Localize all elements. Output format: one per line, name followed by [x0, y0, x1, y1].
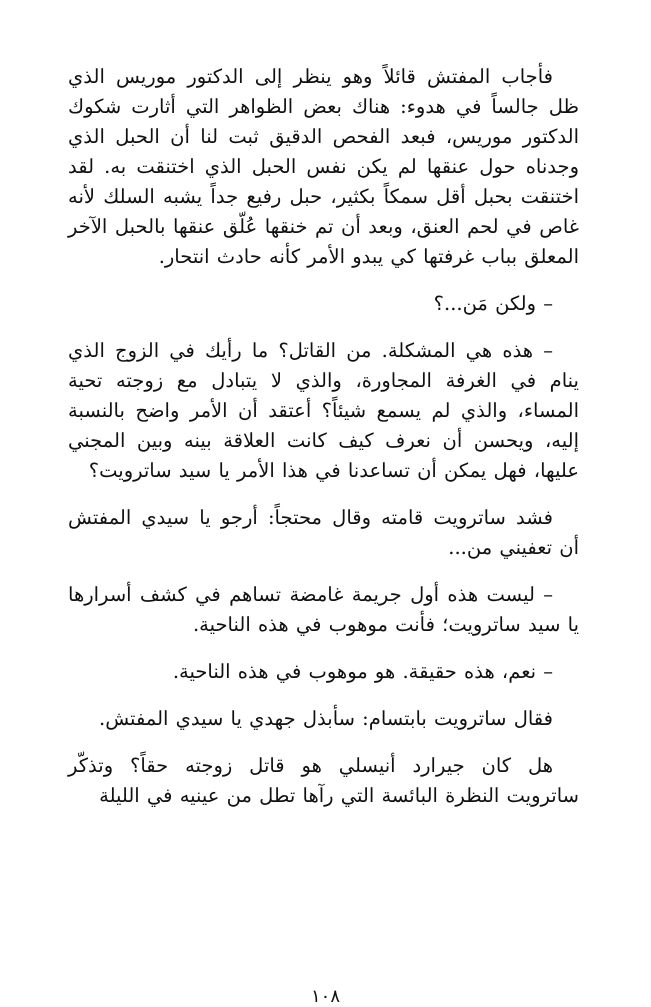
paragraph-gap: [68, 563, 579, 580]
paragraph-not-first-crime: – ليست هذه أول جريمة غامضة تساهم في كشف أسرارها يا سيد ساترويت؛ فأنت موهوب في هذه الناحية.: [68, 583, 579, 636]
page-number: ١٠٨: [310, 986, 340, 1007]
paragraph-gap: [68, 486, 579, 503]
paragraph-satterthwaite-protests: فشد ساترويت قامته وقال محتجاً: أرجو يا سيدي المفتش أن تعفيني من...: [68, 506, 579, 559]
paragraph-was-gerard-killer: هل كان جيرارد أنيسلي هو قاتل زوجته حقاً؟ وتذكّر ساترويت النظرة البائسة التي رآها تطل من عينيه في الليلة: [68, 754, 579, 807]
paragraph-smiling-reply: فقال ساترويت بابتسام: سأبذل جهدي يا سيدي المفتش.: [99, 707, 553, 730]
paragraph-the-problem: – هذه هي المشكلة. من القاتل؟ ما رأيك في الزوج الذي ينام في الغرفة المجاورة، والذي لا يتبادل مع زوجته تحية المساء، والذي لم يسمع شيئاً؟ أعتقد أن الأمر واضح بالنسبة إليه، ويحسن أن نعرف كيف كانت العلاقة بينه وبين المجني عليها، فهل يمكن أن تساعدنا في هذا الأمر يا سيد ساترويت؟: [68, 339, 579, 482]
paragraph-gap: [68, 687, 579, 704]
paragraph-gap: [68, 640, 579, 657]
paragraph-gap: [68, 319, 579, 336]
paragraph-inspector-answer: فأجاب المفتش قائلاً وهو ينظر إلى الدكتور موريس الذي ظل جالساً في هدوء: هناك بعض الظواهر التي أثارت شكوك الدكتور موريس، فبعد الفحص الدقيق ثبت لنا أن الحبل الذي وجدناه حول عنقها لم يكن نفس الحبل الذي اختنقت به. لقد اختنقت بحبل أقل سمكاً بكثير، حبل رفيع جداً يشبه السلك لأنه غاص في لحم العنق، وبعد أن تم خنقها عُلّق عنقها بالحبل الآخر المعلق بباب غرفتها كي يبدو الأمر كأنه حادث انتحار.: [68, 65, 579, 268]
paragraph-gap: [68, 272, 579, 289]
paragraph-yes-truth: – نعم، هذه حقيقة. هو موهوب في هذه الناحية.: [172, 660, 553, 683]
paragraph-but-who: – ولكن مَن...؟: [433, 292, 553, 315]
paragraph-gap: [68, 734, 579, 751]
